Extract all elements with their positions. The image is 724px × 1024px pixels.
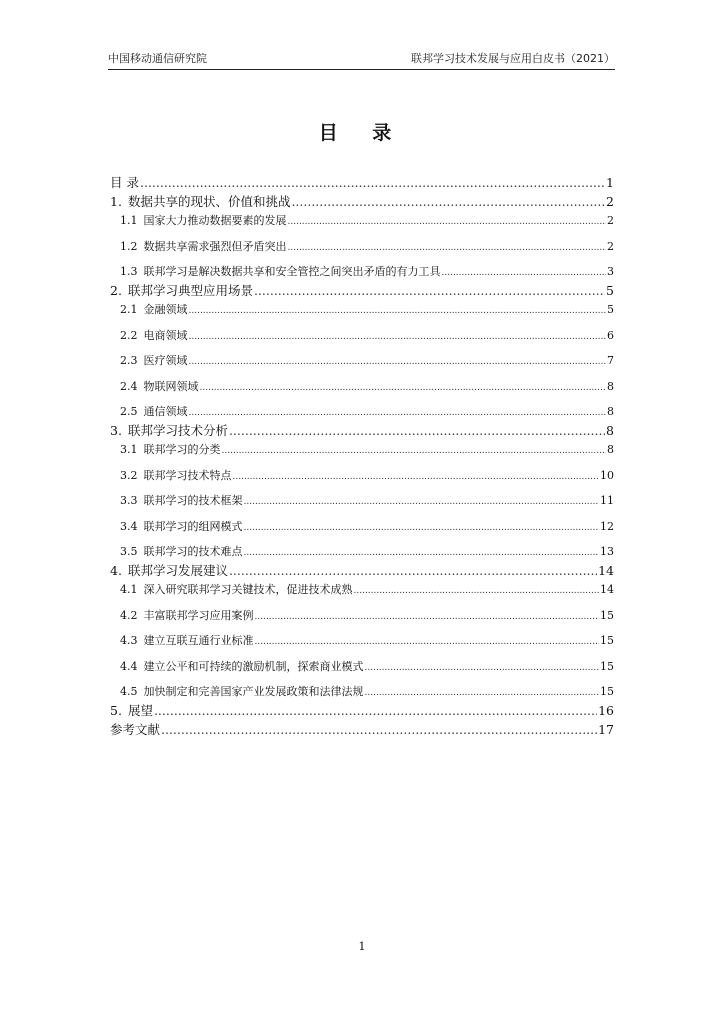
toc-dot-leader (233, 469, 600, 485)
toc-entry-page: 2 (606, 194, 614, 209)
toc-entry-label: 通信领域 (143, 405, 188, 418)
toc-entry-number: 3.5 (120, 545, 138, 558)
toc-entry-title (120, 404, 188, 420)
toc-entry-title (120, 544, 243, 560)
toc-entry[interactable] (110, 193, 614, 211)
toc-dot-leader (189, 405, 607, 421)
toc-entry-page: 2 (607, 214, 614, 227)
toc-entry-page: 16 (598, 703, 614, 718)
toc-entry-number: 4.4 (120, 659, 138, 673)
toc-dot-leader (200, 380, 607, 396)
toc-dot-leader (291, 193, 605, 211)
toc-entry-number: 3. (110, 423, 122, 438)
toc-entry-page: 14 (600, 583, 614, 596)
toc-entry-title (120, 302, 188, 318)
toc-entry-page: 8 (606, 423, 614, 438)
toc-entry-page: 5 (607, 303, 614, 316)
toc-entry[interactable] (110, 264, 614, 280)
toc-entry-page: 8 (607, 379, 614, 393)
toc-entry[interactable] (110, 239, 614, 255)
toc-entry-page: 13 (600, 545, 614, 558)
toc-entry-title (110, 422, 228, 440)
toc-entry-page: 11 (600, 494, 614, 507)
page-header (108, 52, 615, 70)
toc-entry[interactable] (110, 562, 614, 580)
toc-entry-label: 加快制定和完善国家产业发展政策和法律法规 (143, 685, 364, 698)
toc-entry-title (110, 562, 228, 580)
toc-dot-leader (189, 354, 607, 370)
toc-entry[interactable] (110, 379, 614, 395)
toc-entry-page: 8 (607, 405, 614, 418)
toc-entry-page: 15 (600, 659, 614, 673)
toc-dot-leader (255, 609, 600, 625)
toc-entry-page: 12 (600, 519, 614, 533)
toc-dot-leader (288, 214, 607, 230)
toc-entry[interactable] (110, 659, 614, 675)
toc-entry[interactable] (110, 684, 614, 700)
toc-entry-number: 1.3 (120, 265, 138, 278)
toc-entry[interactable] (110, 213, 614, 229)
toc-entry-label: 联邦学习的分类 (143, 443, 221, 456)
toc-entry-title (120, 379, 199, 395)
toc-dot-leader (244, 520, 600, 536)
toc-entry-title (120, 684, 364, 700)
toc-entry-title (110, 282, 253, 300)
toc-entry-number: 4.2 (120, 608, 138, 622)
toc-entry-page: 14 (598, 563, 614, 578)
page-title: 目 录 (318, 122, 406, 144)
toc-entry[interactable] (110, 633, 614, 649)
toc-dot-leader (189, 329, 607, 345)
toc-entry-title (120, 239, 287, 255)
toc-entry-label: 联邦学习是解决数据共享和安全管控之间突出矛盾的有力工具 (143, 265, 441, 278)
toc-entry-number: 3.4 (120, 519, 138, 533)
toc-entry-page: 5 (606, 283, 614, 298)
toc-entry[interactable] (110, 582, 614, 598)
header-left: 中国移动通信研究院 (108, 52, 207, 65)
toc-entry-label: 建立公平和可持续的激励机制，探索商业模式 (143, 659, 364, 673)
toc-entry-number: 2.4 (120, 379, 138, 393)
toc-entry[interactable] (110, 353, 614, 369)
toc-entry-number: 4.3 (120, 634, 138, 647)
toc-entry-title (120, 213, 287, 229)
toc-entry-number: 4. (110, 563, 122, 578)
toc-entry-number: 4.5 (120, 685, 138, 698)
toc-entry-number: 3.1 (120, 443, 138, 456)
toc-entry-page: 3 (607, 265, 614, 278)
toc-entry-label: 金融领域 (143, 303, 188, 316)
toc-entry-label: 深入研究联邦学习关键技术，促进技术成熟 (143, 583, 353, 596)
toc-dot-leader (365, 685, 600, 701)
toc-entry-page: 2 (607, 239, 614, 253)
toc-entry-title (120, 353, 188, 369)
toc-entry-label: 目 录 (110, 175, 139, 190)
toc-entry[interactable] (110, 608, 614, 624)
toc-dot-leader (255, 634, 600, 650)
toc-dot-leader (365, 660, 600, 676)
toc-entry-title (110, 174, 139, 192)
toc-entry[interactable] (110, 174, 614, 192)
toc-dot-leader (254, 282, 605, 300)
toc-entry-label: 电商领域 (143, 328, 188, 342)
toc-entry-number: 2.2 (120, 328, 138, 342)
toc-entry-label: 物联网领域 (143, 379, 199, 393)
toc-entry[interactable] (110, 302, 614, 318)
toc-dot-leader (161, 721, 597, 739)
toc-entry-title (120, 328, 188, 344)
toc-entry-title (120, 608, 254, 624)
toc-entry-number: 1.2 (120, 239, 138, 253)
toc-dot-leader (442, 265, 607, 281)
toc-entry[interactable] (110, 721, 614, 739)
toc-entry[interactable] (110, 702, 614, 720)
toc-entry-label: 建立互联互通行业标准 (143, 634, 254, 647)
toc-entry-title (120, 493, 243, 509)
toc-entry-page: 8 (607, 443, 614, 456)
toc-dot-leader (288, 240, 607, 256)
toc-entry-number: 5. (110, 703, 122, 718)
toc-entry-label: 联邦学习的技术框架 (143, 494, 243, 507)
toc-entry-number: 2. (110, 283, 122, 298)
toc-entry-label: 联邦学习技术特点 (143, 468, 232, 482)
toc-entry-label: 展望 (127, 703, 153, 718)
toc-dot-leader (244, 545, 600, 561)
toc-entry-number: 4.1 (120, 583, 138, 596)
toc-entry[interactable] (110, 544, 614, 560)
toc-entry-label: 联邦学习典型应用场景 (127, 283, 253, 298)
toc-dot-leader (229, 562, 597, 580)
toc-entry-label: 丰富联邦学习应用案例 (143, 608, 254, 622)
toc-dot-leader (154, 702, 597, 720)
toc-dot-leader (354, 583, 600, 599)
toc-entry[interactable] (110, 442, 614, 458)
toc-entry-label: 数据共享需求强烈但矛盾突出 (143, 239, 287, 253)
toc-entry-title (120, 519, 243, 535)
toc-entry-number: 1. (110, 194, 122, 209)
toc-entry-label: 国家大力推动数据要素的发展 (143, 214, 287, 227)
toc-entry-title (110, 193, 290, 211)
toc-entry-number: 3.3 (120, 494, 138, 507)
toc-entry-number: 3.2 (120, 468, 138, 482)
toc-entry-title (120, 264, 441, 280)
toc-entry-number: 2.1 (120, 303, 138, 316)
toc-entry-title (110, 721, 160, 739)
toc-entry-page: 15 (600, 634, 614, 647)
header-right: 联邦学习技术发展与应用白皮书（2021） (411, 52, 615, 65)
toc-entry-page: 10 (600, 468, 614, 482)
toc-entry[interactable] (110, 282, 614, 300)
toc-entry-title (120, 442, 221, 458)
toc-dot-leader (229, 422, 605, 440)
toc-entry[interactable] (110, 328, 614, 344)
toc-entry-number: 2.3 (120, 354, 138, 367)
toc-entry[interactable] (110, 468, 614, 484)
toc-entry-label: 医疗领域 (143, 354, 188, 367)
toc-entry-label: 参考文献 (110, 722, 161, 737)
toc-entry-label: 联邦学习技术分析 (127, 423, 228, 438)
toc-entry-page: 17 (598, 722, 614, 737)
toc-entry-title (110, 702, 153, 720)
toc-entry-page: 6 (607, 328, 614, 342)
toc-entry-number: 2.5 (120, 405, 138, 418)
toc-entry-title (120, 468, 232, 484)
toc-entry-page: 7 (607, 354, 614, 367)
toc-dot-leader (189, 303, 607, 319)
toc-entry-title (120, 582, 353, 598)
toc-entry-page: 15 (600, 685, 614, 698)
toc-entry-page: 15 (600, 608, 614, 622)
toc-dot-leader (140, 174, 605, 192)
toc-entry-label: 数据共享的现状、价值和挑战 (127, 194, 291, 209)
toc-entry-label: 联邦学习的组网模式 (143, 519, 243, 533)
toc-entry-label: 联邦学习的技术难点 (143, 545, 243, 558)
page-number: 1 (358, 940, 366, 953)
toc-dot-leader (244, 494, 600, 510)
toc-entry[interactable] (110, 493, 614, 509)
toc-entry[interactable] (110, 422, 614, 440)
toc-entry-page: 1 (606, 175, 614, 190)
toc-entry-title (120, 633, 254, 649)
toc-entry[interactable] (110, 519, 614, 535)
toc-dot-leader (222, 443, 607, 459)
toc-entry-title (120, 659, 364, 675)
toc-entry-number: 1.1 (120, 214, 138, 227)
toc-entry[interactable] (110, 404, 614, 420)
toc-entry-label: 联邦学习发展建议 (127, 563, 228, 578)
